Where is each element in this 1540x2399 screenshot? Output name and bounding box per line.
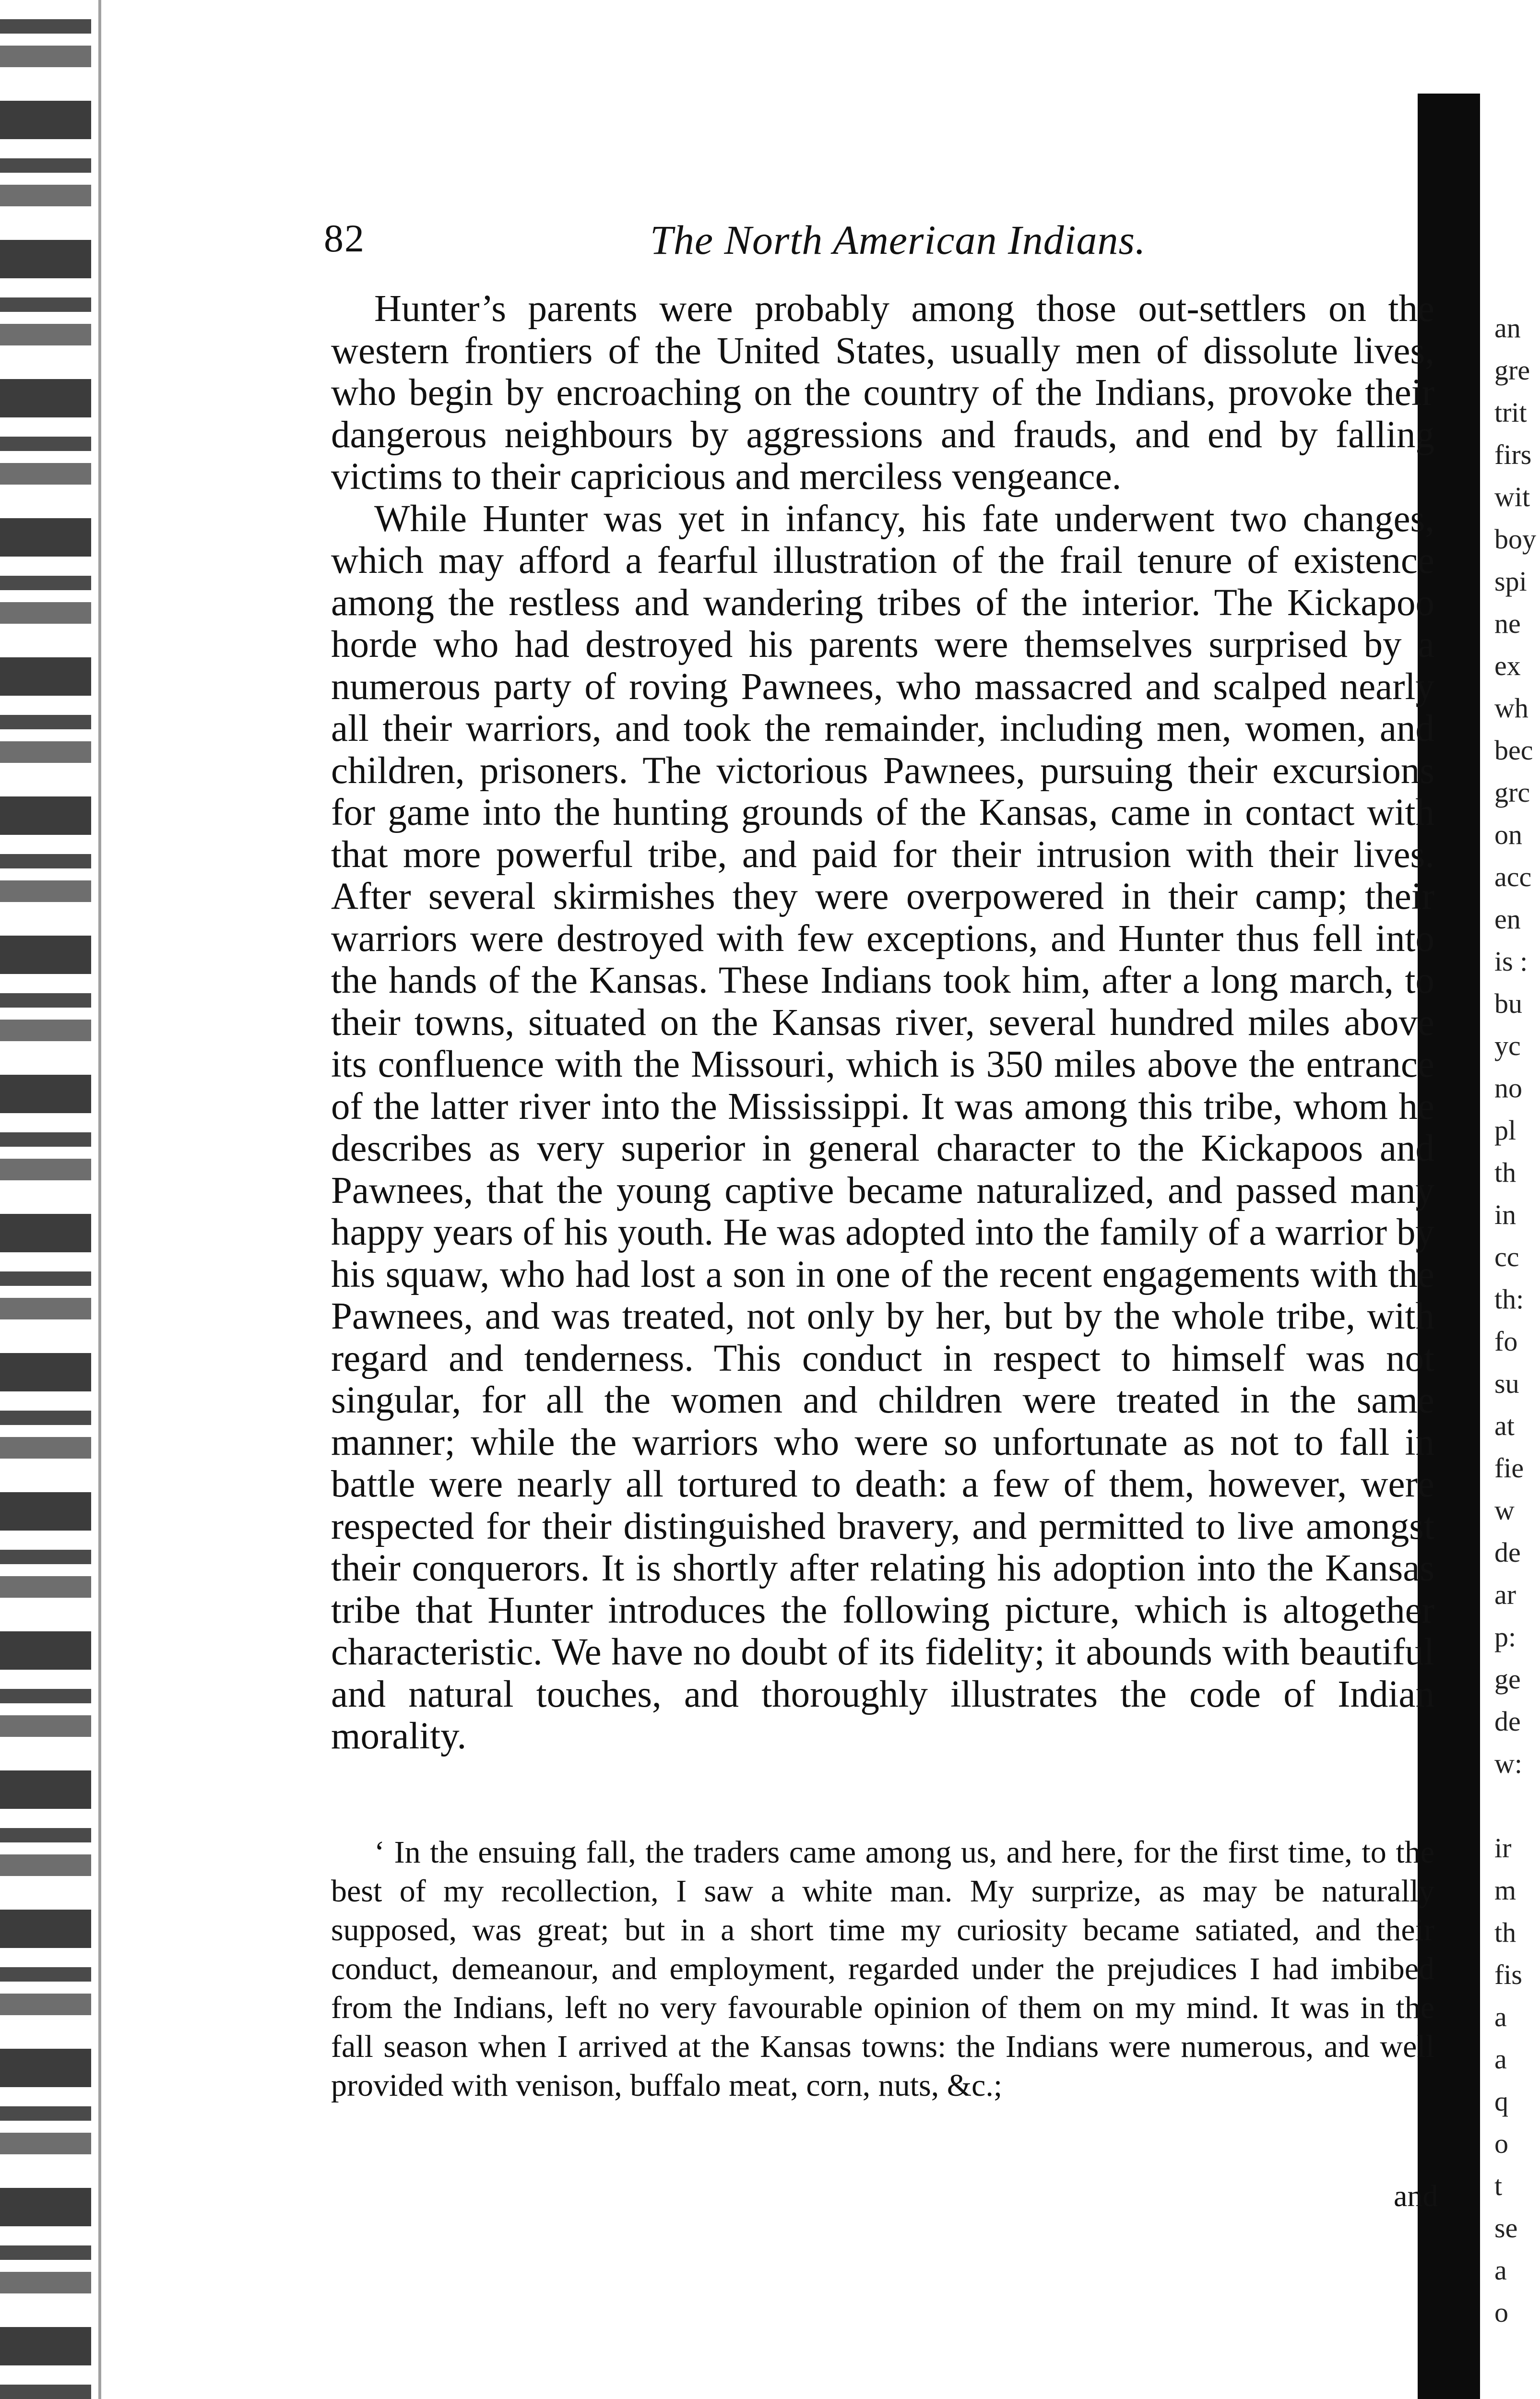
next-page-fragment: no (1494, 1072, 1522, 1104)
next-page-fragment: grc (1494, 777, 1530, 808)
next-page-fragment: cc (1494, 1241, 1519, 1272)
paragraph: While Hunter was yet in infancy, his fate underwent two changes, which may afford a fearful illustration of the frail tenure of existence among the restless and wandering tribes of the interior. The Kickapoo horde who had destroyed his parents were themselves surprised by a numerous party of roving Pawnees, who massacred and scalped nearly all their warriors, and took the remainder, including men, women, and children, prisoners. The victorious Pawnees, pursuing their excursions for game into the hunting grounds of the Kansas, came in contact with that more powerful tribe, and paid for their intrusion with their lives. After several skirmishes they were overpowered in their camp; their warriors were destroyed with few exceptions, and Hunter thus fell into the hands of the Kansas. These Indians took him, after a long march, to their towns, situated on the Kansas river, several hundred miles above its confluence with the Missouri, which is 350 miles above the entrance of the latter river into the Mississippi. It was among this tribe, whom he describes as very superior in general character to the Kickapoos and Pawnees, that the young captive became naturalized, and passed many happy years of his youth. He was adopted into the family of a warrior by his squaw, who had lost a son in one of the recent engagements with the Pawnees, and was treated, not only by her, but by the whole tribe, with regard and tenderness. This conduct in respect to himself was not singular, for all the women and children were treated in the same manner; while the warriors who were so unfortunate as not to fall in battle were nearly all tortured to death: a few of them, however, were respected for their distinguished bravery, and permitted to live amongst their conquerors. It is shortly after relating his adoption into the Kansas tribe that Hunter introduces the following picture, which is altogether characteristic. We have no doubt of its fidelity; it abounds with beautiful and natural touches, and thoroughly illustrates the code of Indian morality. (331, 498, 1434, 1757)
next-page-fragment: ex (1494, 650, 1521, 681)
next-page-fragment: p: (1494, 1621, 1516, 1652)
next-page-fragment: o (1494, 2128, 1508, 2159)
next-page-fragment: q (1494, 2086, 1508, 2117)
next-page-fragment: ar (1494, 1579, 1516, 1610)
next-page-fragment: fie (1494, 1452, 1524, 1484)
next-page-fragment: w (1494, 1495, 1515, 1526)
running-title: The North American Indians. (650, 217, 1146, 263)
page-number: 82 (324, 216, 365, 260)
next-page-fragment: m (1494, 1875, 1516, 1906)
next-page-fragment: de (1494, 1537, 1521, 1568)
next-page-fragment: a (1494, 2001, 1507, 2032)
next-page-fragment: th (1494, 1917, 1516, 1948)
next-page-fragment: o (1494, 2297, 1508, 2328)
next-page-fragment: de (1494, 1706, 1521, 1737)
next-page-fragment: fis (1494, 1959, 1522, 1990)
next-page-fragment: in (1494, 1199, 1516, 1230)
next-page-fragment: se (1494, 2212, 1518, 2244)
next-page-fragment: ge (1494, 1663, 1521, 1695)
next-page-fragment: pl (1494, 1115, 1516, 1146)
next-page-fragment (1494, 1785, 1540, 1827)
next-page-fragment: acc (1494, 861, 1532, 892)
paragraph: Hunter’s parents were probably among those out-settlers on the western frontiers of the United States, usually men of dissolute lives, who begin by encroaching on the country of the Indians, provoke their dangerous neighbours by aggressions and frauds, and end by falling victims to their capricious and merciless vengeance. (331, 288, 1434, 498)
next-page-fragment: en (1494, 903, 1521, 935)
page-header (324, 206, 1427, 273)
next-page-fragment: firs (1494, 439, 1532, 470)
next-page-fragment: ir (1494, 1832, 1512, 1864)
next-page-fragment: boy (1494, 523, 1536, 555)
next-page-fragment: spi (1494, 566, 1527, 597)
next-page-fragment: an (1494, 312, 1521, 344)
next-page-fragments (1494, 307, 1540, 2334)
next-page-fragment: th (1494, 1157, 1516, 1188)
next-page-fragment: w: (1494, 1748, 1522, 1779)
next-page-fragment: su (1494, 1368, 1519, 1399)
quote-paragraph: ‘ In the ensuing fall, the traders came among us, and here, for the first time, to the best of my recollection, I saw a white man. My surprize, as may be naturally supposed, was great; but in a short time my curiosity became satiated, and their conduct, demeanour, and employment, regarded under the prejudices I had imbibed from the Indians, left no very favourable opinion of them on my mind. It was in the fall season when I arrived at the Kansas towns: the Indians were numerous, and well provided with venison, buffalo meat, corn, nuts, &c.; (331, 1835, 1434, 2103)
scan-gutter-edge (98, 0, 101, 2399)
next-page-fragment: on (1494, 819, 1522, 850)
next-page-fragment: bu (1494, 988, 1522, 1019)
quoted-passage (331, 1833, 1434, 2105)
next-page-fragment: fo (1494, 1326, 1518, 1357)
next-page-fragment: ne (1494, 608, 1521, 639)
next-page-fragment: is : (1494, 946, 1528, 977)
next-page-fragment: wh (1494, 692, 1528, 724)
next-page-fragment: a (1494, 2043, 1507, 2075)
next-page-fragment: a (1494, 2255, 1507, 2286)
next-page-fragment: yc (1494, 1030, 1521, 1061)
next-page-fragment: trit (1494, 397, 1527, 428)
next-page-fragment: at (1494, 1410, 1515, 1441)
next-page-fragment: bec (1494, 735, 1533, 766)
catchword: and (1394, 2179, 1438, 2213)
scan-gutter (0, 0, 91, 2399)
next-page-fragment: th: (1494, 1283, 1524, 1315)
next-page-fragment: t (1494, 2170, 1503, 2201)
next-page-fragment: wit (1494, 481, 1530, 512)
body-text (331, 288, 1434, 1758)
next-page-fragment: gre (1494, 355, 1530, 386)
